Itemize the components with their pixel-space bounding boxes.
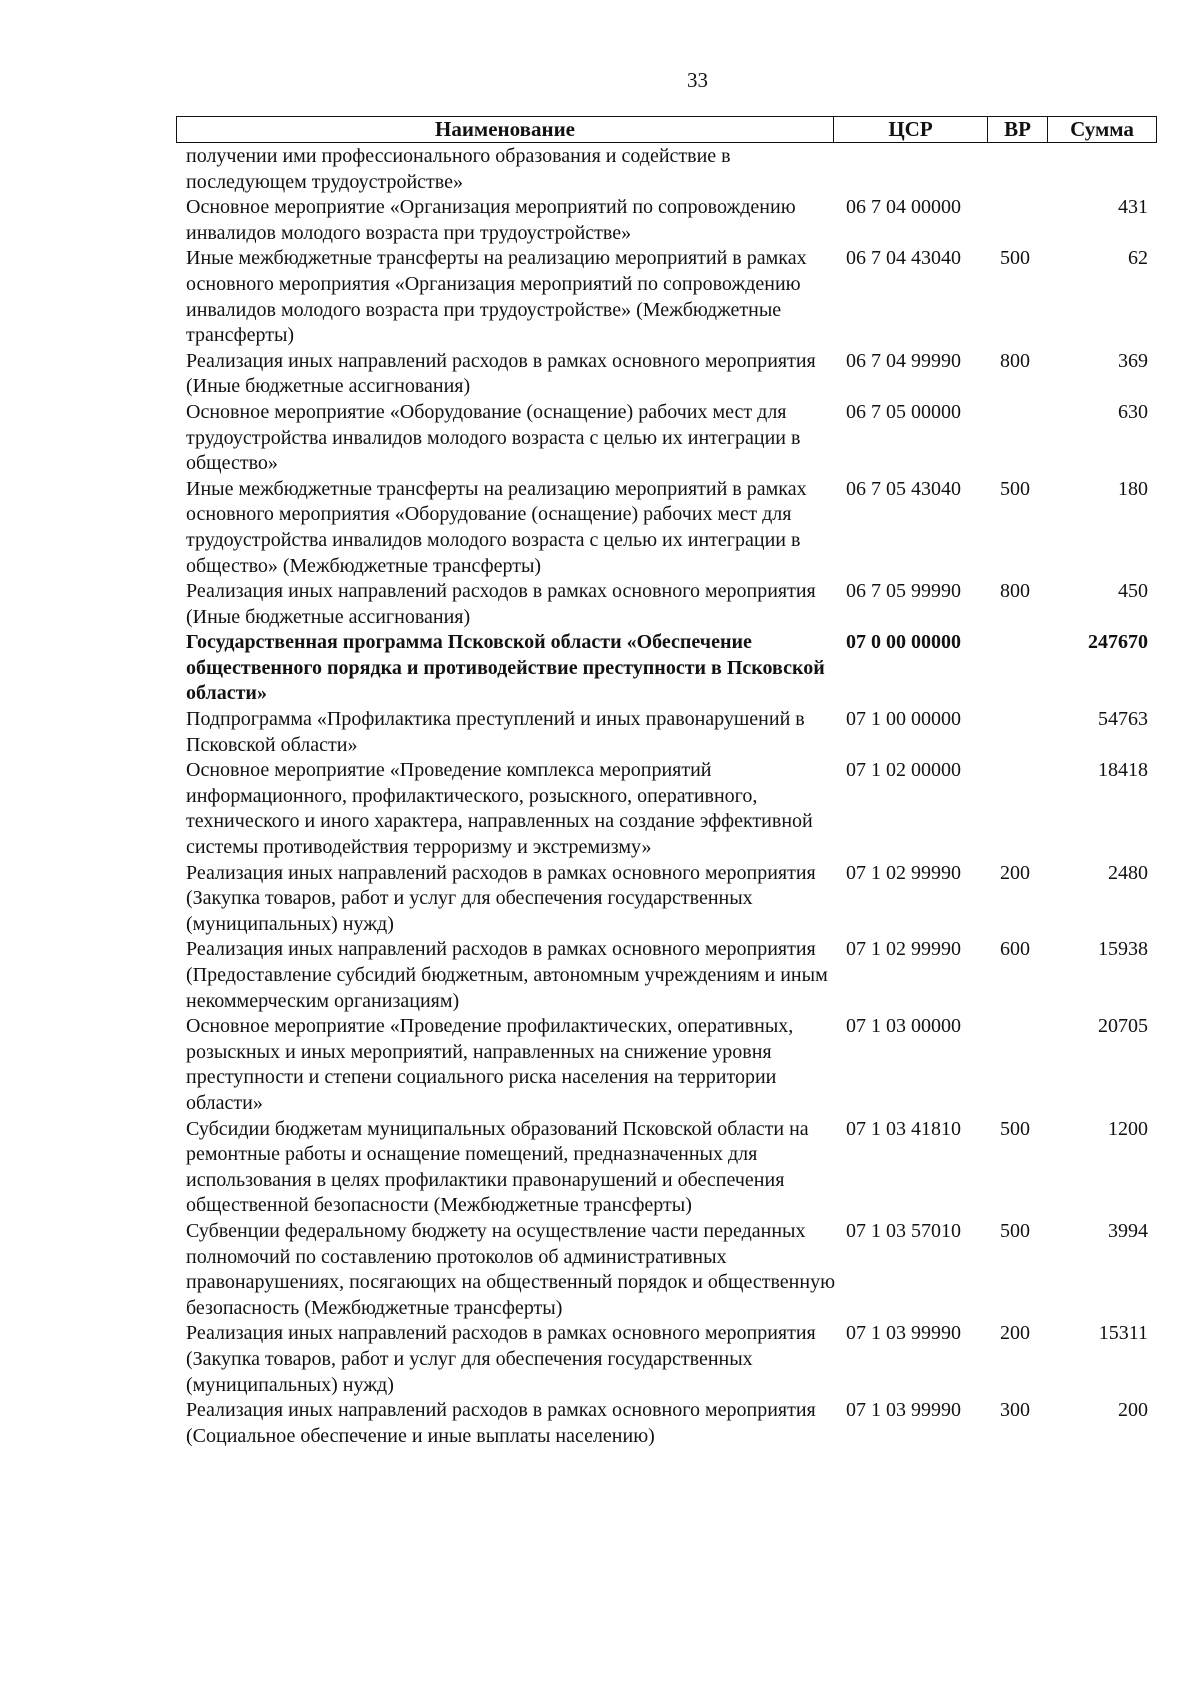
row-vr: 200	[1000, 861, 1030, 884]
row-sum: 180	[1118, 477, 1148, 500]
row-name: Основное мероприятие «Оборудование (оснащение) рабочих мест для трудоустройства инвалидов молодого возраста с целью их интеграции в общество»	[186, 400, 801, 475]
row-vr: 500	[1000, 247, 1030, 270]
row-csr: 07 1 03 41810	[846, 1117, 961, 1140]
row-vr: 500	[1000, 1219, 1030, 1242]
row-csr: 06 7 04 00000	[846, 196, 961, 219]
header-csr: ЦСР	[834, 117, 988, 142]
table-header	[176, 116, 1157, 143]
row-vr: 500	[1000, 1117, 1030, 1140]
row-name: Реализация иных направлений расходов в рамках основного мероприятия (Закупка товаров, работ и услуг для обеспечения государственных (муниципальных) нужд)	[186, 1322, 816, 1396]
row-csr: 07 1 03 99990	[846, 1322, 961, 1345]
table-row	[186, 630, 1154, 707]
row-sum: 1200	[1108, 1117, 1148, 1140]
row-vr: 600	[1000, 938, 1030, 961]
row-vr: 200	[1000, 1322, 1030, 1345]
row-csr: 07 0 00 00000	[846, 631, 961, 654]
row-sum: 369	[1118, 349, 1148, 372]
row-sum: 2480	[1108, 861, 1148, 884]
table-row	[186, 707, 1154, 758]
row-vr	[1000, 758, 1056, 860]
header-name: Наименование	[177, 117, 834, 142]
row-vr: 300	[1000, 1399, 1030, 1422]
row-name: Субвенции федеральному бюджету на осуществление части переданных полномочий по составлению протоколов об административных правонарушениях, посягающих на общественный порядок и общественную безопасность (Межбюджетные трансферты)	[186, 1219, 836, 1319]
row-csr: 07 1 00 00000	[846, 708, 961, 731]
row-vr	[1000, 707, 1056, 758]
row-csr	[846, 144, 1000, 195]
row-vr	[1000, 400, 1056, 477]
row-vr: 500	[1000, 477, 1030, 500]
row-vr	[1000, 144, 1056, 195]
row-sum: 18418	[1098, 759, 1148, 782]
row-csr: 06 7 05 00000	[846, 400, 961, 423]
table-row	[186, 579, 1154, 630]
row-name: Субсидии бюджетам муниципальных образований Псковской области на ремонтные работы и оснащение помещений, предназначенных для использования в целях профилактики правонарушений и обеспечения общественной безопасности (Межбюджетные трансферты)	[186, 1117, 809, 1217]
table-row	[186, 861, 1154, 938]
row-sum: 54763	[1098, 708, 1148, 731]
row-name: Иные межбюджетные трансферты на реализацию мероприятий в рамках основного мероприятия «Организация мероприятий по сопровождению инвалидов молодого возраста при трудоустройстве» (Межбюджетные трансферты)	[186, 247, 807, 347]
row-sum: 15311	[1098, 1322, 1148, 1345]
row-csr: 06 7 04 43040	[846, 247, 961, 270]
row-name: Основное мероприятие «Организация мероприятий по сопровождению инвалидов молодого возраста при трудоустройстве»	[186, 196, 796, 244]
row-csr: 07 1 02 00000	[846, 759, 961, 782]
table-row	[186, 400, 1154, 477]
table-row	[186, 1014, 1154, 1116]
row-sum: 431	[1118, 196, 1148, 219]
table-row	[186, 758, 1154, 860]
row-name: Реализация иных направлений расходов в рамках основного мероприятия (Социальное обеспечение и иные выплаты населению)	[186, 1399, 816, 1447]
row-csr: 07 1 02 99990	[846, 938, 961, 961]
row-csr: 06 7 04 99990	[846, 349, 961, 372]
row-name: получении ими профессионального образования и содействие в последующем трудоустройстве»	[186, 145, 731, 193]
table-row	[186, 1219, 1154, 1321]
row-sum	[1056, 144, 1154, 195]
header-vr: ВР	[988, 117, 1048, 142]
row-sum: 62	[1128, 247, 1148, 270]
row-name: Реализация иных направлений расходов в рамках основного мероприятия (Иные бюджетные ассигнования)	[186, 349, 816, 398]
row-sum: 3994	[1108, 1219, 1148, 1242]
row-sum: 20705	[1098, 1015, 1148, 1038]
row-name: Реализация иных направлений расходов в рамках основного мероприятия (Предоставление субсидий бюджетным, автономным учреждениям и иным некоммерческим организациям)	[186, 938, 828, 1012]
row-vr	[1000, 630, 1056, 707]
row-csr: 07 1 03 99990	[846, 1399, 961, 1422]
row-vr: 800	[1000, 580, 1030, 603]
page-number: 33	[687, 68, 708, 92]
row-name: Основное мероприятие «Проведение комплекса мероприятий информационного, профилактического, розыскного, оперативного, технического и иного характера, направленных на создание эффективной системы противодействия терроризму и экстремизму»	[186, 759, 813, 859]
row-name: Реализация иных направлений расходов в рамках основного мероприятия (Иные бюджетные ассигнования)	[186, 580, 816, 628]
table-row	[186, 477, 1154, 579]
row-vr	[1000, 195, 1056, 246]
row-csr: 06 7 05 99990	[846, 580, 961, 603]
row-vr	[1000, 1014, 1056, 1116]
row-csr: 07 1 02 99990	[846, 861, 961, 884]
table-row	[186, 1117, 1154, 1219]
table-body	[186, 144, 1154, 1449]
header-sum: Сумма	[1070, 117, 1134, 141]
row-sum: 450	[1118, 580, 1148, 603]
row-sum: 15938	[1098, 938, 1148, 961]
row-name: Основное мероприятие «Проведение профилактических, оперативных, розыскных и иных мероприятий, направленных на снижение уровня преступности и степени социального риска населения на территории области»	[186, 1015, 794, 1114]
row-csr: 07 1 03 00000	[846, 1015, 961, 1038]
row-name: Иные межбюджетные трансферты на реализацию мероприятий в рамках основного мероприятия «Оборудование (оснащение) рабочих мест для трудоустройства инвалидов молодого возраста с целью их интеграции в общество» (Межбюджетные трансферты)	[186, 477, 807, 577]
table-row	[186, 246, 1154, 348]
row-vr: 800	[1000, 349, 1030, 372]
row-sum: 200	[1118, 1399, 1148, 1422]
row-name: Реализация иных направлений расходов в рамках основного мероприятия (Закупка товаров, работ и услуг для обеспечения государственных (муниципальных) нужд)	[186, 861, 816, 935]
row-name: Государственная программа Псковской области «Обеспечение общественного порядка и противодействие преступности в Псковской области»	[186, 631, 825, 705]
row-csr: 07 1 03 57010	[846, 1219, 961, 1242]
row-sum: 630	[1118, 400, 1148, 423]
row-sum: 247670	[1088, 631, 1148, 654]
row-csr: 06 7 05 43040	[846, 477, 961, 500]
table-row	[186, 937, 1154, 1014]
table-row	[186, 195, 1154, 246]
table-row	[186, 349, 1154, 400]
table-row	[186, 144, 1154, 195]
row-name: Подпрограмма «Профилактика преступлений и иных правонарушений в Псковской области»	[186, 708, 805, 756]
table-row	[186, 1398, 1154, 1449]
table-row	[186, 1321, 1154, 1398]
